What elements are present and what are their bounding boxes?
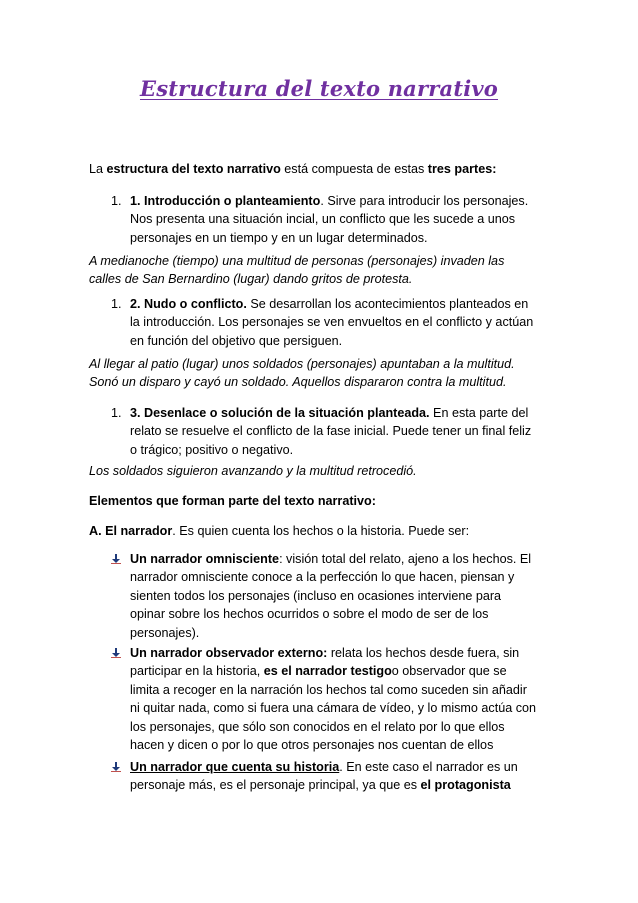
intro-text: está compuesta de estas	[280, 162, 428, 176]
narrator-type-text: opinar sobre los hechos ocurridos o sobre el modo de ser de los	[130, 607, 489, 622]
narrator-type-text: narrador omnisciente conoce a la perfección lo que hacen, piensan y	[130, 570, 515, 585]
narrator-omniscient	[130, 550, 531, 642]
part-text: En esta parte del	[429, 406, 529, 420]
part-text: o trágico; positivo o negativo.	[130, 442, 294, 457]
narrator-type-text: o observador que se	[391, 664, 507, 679]
list-marker: 1.	[111, 297, 122, 311]
narrator-type-label: Un narrador que cuenta su historia	[130, 760, 340, 774]
page-title: Estructura del texto narrativo	[139, 76, 499, 101]
part-label: 2. Nudo o conflicto.	[130, 297, 247, 311]
narrator-type-text: : visión total del relato, ajeno a los hechos. El	[279, 552, 532, 566]
narrator-type-text: limita a recoger en la narración los hechos tal como suceden sin añadir	[130, 682, 527, 697]
example-line: calles de San Bernardino (lugar) dando gritos de protesta.	[89, 272, 413, 287]
intro-paragraph	[89, 160, 496, 178]
intro-bold: tres partes:	[427, 162, 497, 176]
example-line: Sonó un disparo y cayó un soldado. Aquellos dispararon contra la multitud.	[89, 375, 507, 390]
narrator-own-story	[130, 758, 518, 795]
example-line: Al llegar al patio (lugar) unos soldados (personajes) apuntaban a la multitud.	[89, 357, 515, 371]
part-text: Se desarrollan los acontecimientos planteados en	[246, 297, 529, 311]
arrow-bullet-icon	[111, 762, 121, 772]
narrator-type-text: relata los hechos desde fuera, sin	[327, 646, 520, 660]
list-marker: 1.	[111, 406, 122, 420]
narrator-type-text: ni quitar nada, como si fuera una cámara de vídeo, y lo mismo actúa con	[130, 701, 537, 716]
part-text: Nos presenta una situación incial, un conflicto que les sucede a unos	[130, 212, 516, 227]
narrator-type-label: Un narrador observador externo:	[130, 646, 328, 660]
part-introduction	[130, 192, 528, 247]
narrator-type-text: personaje más, es el personaje principal, ya que es	[130, 778, 421, 793]
narrator-definition	[89, 522, 469, 540]
narrator-type-text: sienten todos los personajes (incluso en ocasiones interviene para	[130, 588, 502, 603]
part-text: la introducción. Los personajes se ven envueltos en el conflicto y actúan	[130, 315, 534, 330]
narrator-type-text: participar en la historia,	[130, 664, 264, 679]
example-line: A medianoche (tiempo) una multitud de personas (personajes) invaden las	[89, 254, 505, 268]
narrator-type-label: Un narrador omnisciente	[130, 552, 280, 566]
part-label: 1. Introducción o planteamiento	[130, 194, 321, 208]
part-text: relato se resuelve el conflicto de la fase inicial. Puede tener un final feliz	[130, 424, 532, 439]
intro-text: La	[89, 162, 107, 176]
part-text: . Sirve para introducir los personajes.	[320, 194, 529, 208]
narrator-type-emphasis: es el narrador testigo	[263, 664, 392, 679]
example-1	[89, 252, 504, 289]
part-conflict	[130, 295, 533, 350]
arrow-bullet-icon	[111, 554, 121, 564]
narrator-text: . Es quien cuenta los hechos o la historia. Puede ser:	[172, 524, 470, 538]
narrator-label: A. El narrador	[89, 524, 173, 538]
list-marker: 1.	[111, 194, 122, 208]
narrator-type-text: personajes).	[130, 625, 200, 640]
example-2	[89, 355, 515, 392]
part-text: en función del objetivo que persiguen.	[130, 333, 343, 348]
narrator-type-text: hacen y dicen o por lo que otros personajes nos cuentan de ellos	[130, 738, 494, 753]
part-text: personajes en un tiempo y en un lugar determinados.	[130, 230, 428, 245]
part-label: 3. Desenlace o solución de la situación planteada.	[130, 406, 430, 420]
example-3: Los soldados siguieron avanzando y la multitud retrocedió.	[89, 464, 417, 478]
intro-bold: estructura del texto narrativo	[106, 162, 281, 176]
arrow-bullet-icon	[111, 648, 121, 658]
narrator-type-text: los personajes, que sólo son conocidos en el relato por lo que ellos	[130, 719, 505, 734]
narrator-type-emphasis: el protagonista	[420, 778, 511, 793]
narrator-type-text: . En este caso el narrador es un	[339, 760, 518, 774]
elements-heading: Elementos que forman parte del texto narrativo:	[89, 494, 376, 508]
part-resolution	[130, 404, 531, 459]
narrator-external-observer	[130, 644, 536, 754]
